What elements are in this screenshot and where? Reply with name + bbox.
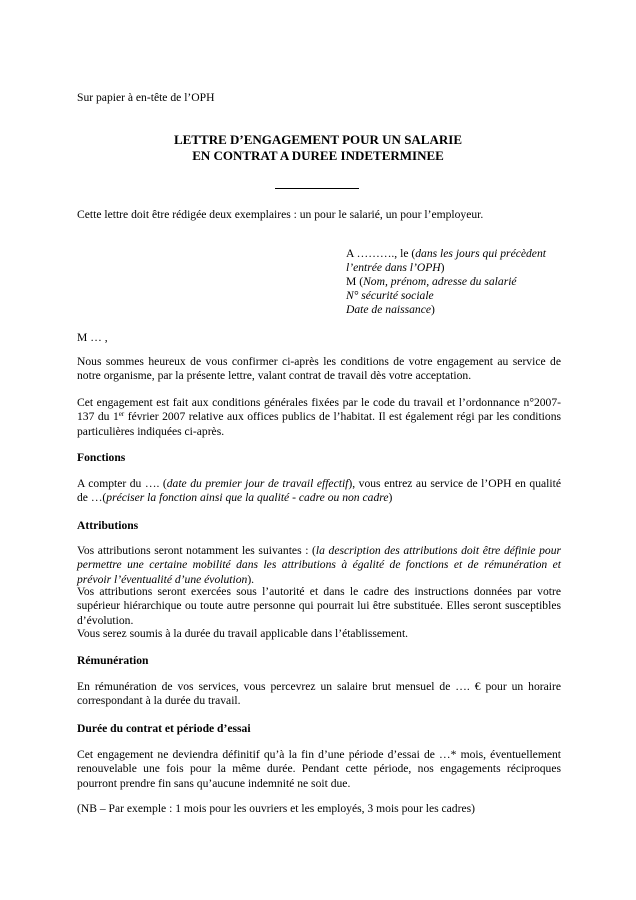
heading-remuneration: Rémunération: [77, 654, 149, 667]
legal-paragraph: Cet engagement est fait aux conditions générales fixées par le code du travail et l’ordonnance n°2007-137 du 1er février 2007 relative aux offices publics de l’habitat. Il est également régi par les conditions particulières indiquées ci-après.: [77, 396, 562, 438]
address-line-3: M (Nom, prénom, adresse du salarié: [346, 275, 517, 288]
title-line-2: EN CONTRAT A DUREE INDETERMINEE: [192, 148, 444, 163]
duree-paragraph: Cet engagement ne deviendra définitif qu’à la fin d’une période d’essai de …* mois, éventuellement renouvelable une fois pour la même durée. Pendant cette période, nos engagements réciproques pourront prendre fin sans qu’aucune indemnité ne soit due.: [77, 748, 561, 790]
attributions-paragraph-3: Vous serez soumis à la durée du travail applicable dans l’établissement.: [77, 627, 409, 640]
address-line-4: N° sécurité sociale: [346, 289, 434, 302]
salutation: M … ,: [77, 331, 108, 344]
heading-attributions: Attributions: [77, 519, 139, 532]
remuneration-paragraph: En rémunération de vos services, vous percevrez un salaire brut mensuel de …. € pour un horaire correspondant à la durée du travail.: [77, 680, 561, 708]
title-line-1: LETTRE D’ENGAGEMENT POUR UN SALARIE: [174, 132, 462, 147]
heading-duree: Durée du contrat et période d’essai: [77, 722, 251, 735]
heading-fonctions: Fonctions: [77, 451, 126, 464]
address-line-5: Date de naissance): [346, 303, 435, 316]
fonctions-paragraph: A compter du …. (date du premier jour de travail effectif), vous entrez au service de l’OPH en qualité de …(préciser la fonction ainsi que la qualité - cadre ou non cadre): [77, 477, 561, 505]
letterhead-note: Sur papier à en-tête de l’OPH: [77, 91, 215, 104]
address-line-1: A ………., le (dans les jours qui précèdent: [346, 247, 546, 260]
instruction-text: Cette lettre doit être rédigée deux exemplaires : un pour le salarié, un pour l’employeur.: [77, 208, 484, 221]
nb-note: (NB – Par exemple : 1 mois pour les ouvriers et les employés, 3 mois pour les cadres): [77, 802, 475, 815]
intro-paragraph: Nous sommes heureux de vous confirmer ci-après les conditions de votre engagement au service de notre organisme, par la présente lettre, valant contrat de travail dès votre acceptation.: [77, 355, 561, 383]
address-line-2: l’entrée dans l’OPH): [346, 261, 445, 274]
attributions-paragraph-2: Vos attributions seront exercées sous l’autorité et dans le cadre des instructions données par votre supérieur hiérarchique ou toute autre personne qui pourrait lui être substituée. Elles seront susceptibles d’évolution.: [77, 585, 561, 627]
attributions-paragraph-1: Vos attributions seront notamment les suivantes : (la description des attributions doit être définie pour permettre une certaine mobilité dans les attributions à égalité de fonctions et de rémunération et prévoir l’éventualité d’une évolution).: [77, 544, 562, 586]
title-underline-divider: [275, 188, 359, 189]
